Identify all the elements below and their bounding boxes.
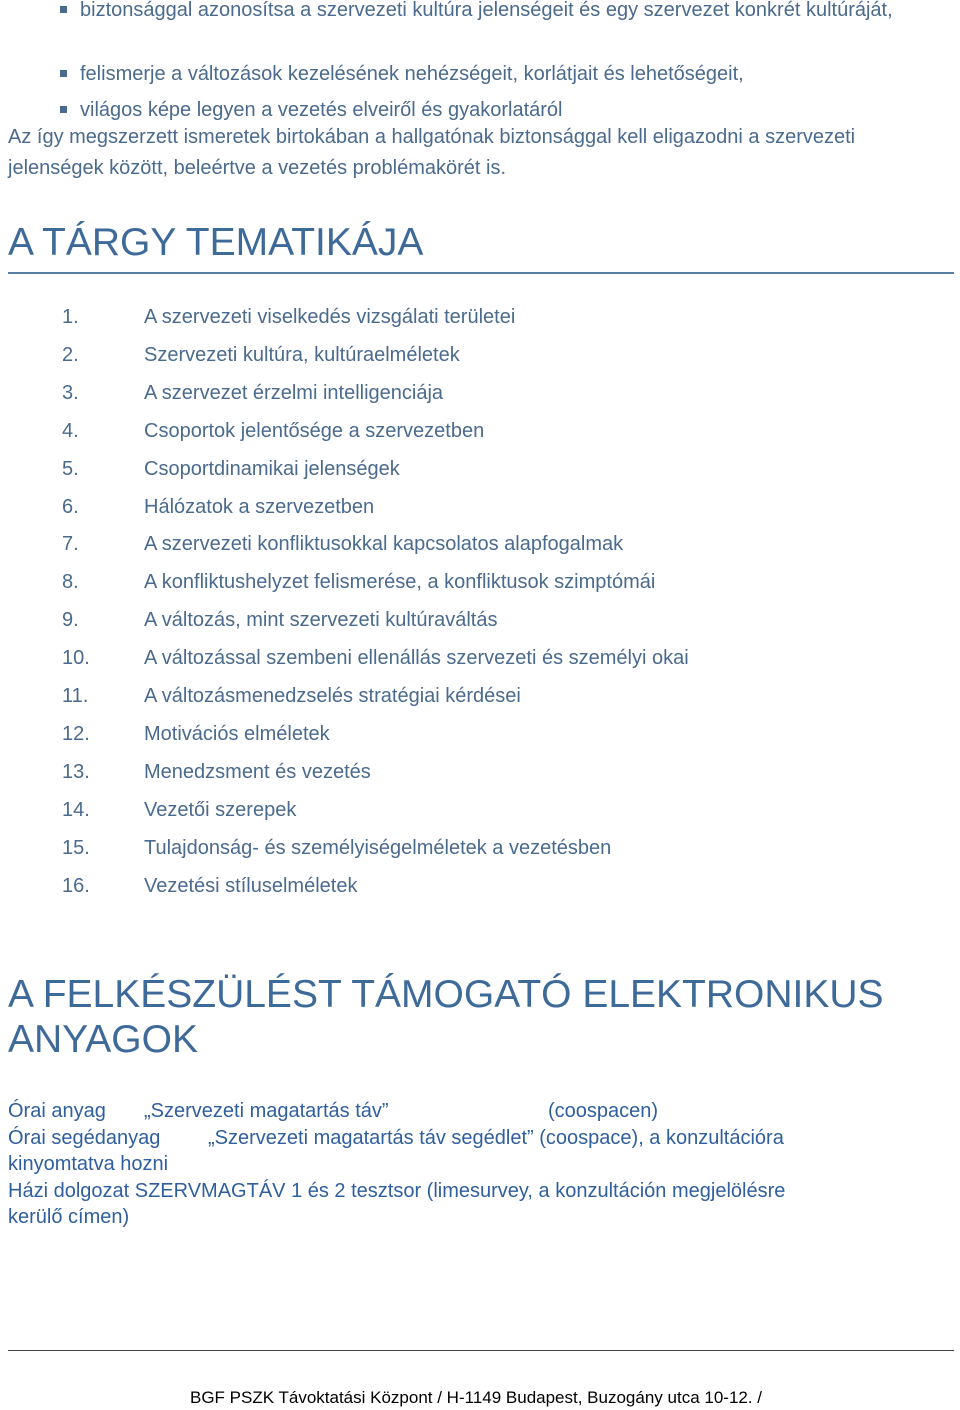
list-item xyxy=(0,791,960,829)
list-item xyxy=(0,488,960,526)
list-item xyxy=(0,677,960,715)
item-number: 9. xyxy=(62,609,79,632)
item-number: 14. xyxy=(62,798,90,821)
heading-underline xyxy=(8,272,954,274)
bullet-item xyxy=(60,60,950,89)
item-label: A szervezeti konfliktusokkal kapcsolatos alapfogalmak xyxy=(144,533,624,556)
list-item xyxy=(0,829,960,867)
item-number: 4. xyxy=(62,419,79,442)
item-label: A konfliktushelyzet felismerése, a konfliktusok szimptómái xyxy=(144,571,656,594)
list-item xyxy=(0,715,960,753)
item-label: Szervezeti kultúra, kultúraelméletek xyxy=(144,343,460,366)
item-label: Vezetési stíluselméletek xyxy=(144,874,358,897)
list-item xyxy=(0,753,960,791)
item-number: 8. xyxy=(62,571,79,594)
list-item xyxy=(0,867,960,905)
list-item xyxy=(0,412,960,450)
materials-block xyxy=(8,1098,928,1231)
item-number: 3. xyxy=(62,381,79,404)
square-bullet-icon xyxy=(60,70,67,77)
material-line xyxy=(8,1151,928,1178)
material-title: „Szervezeti magatartás táv segédlet” (coospace), a konzultációra xyxy=(208,1126,784,1149)
footer-divider xyxy=(8,1350,954,1351)
item-number: 16. xyxy=(62,874,90,897)
material-line xyxy=(8,1204,928,1231)
item-label: Vezetői szerepek xyxy=(144,798,297,821)
material-text: kerülő címen) xyxy=(8,1206,130,1228)
item-label: A változásmenedzselés stratégiai kérdései xyxy=(144,685,521,707)
item-number: 7. xyxy=(62,533,79,556)
item-number: 15. xyxy=(62,836,90,859)
item-label: A szervezeti viselkedés vizsgálati területei xyxy=(144,306,516,328)
item-label: Hálózatok a szervezetben xyxy=(144,495,375,518)
bullet-item xyxy=(60,0,950,25)
material-type: Órai anyag xyxy=(8,1100,106,1122)
material-text: kinyomtatva hozni xyxy=(8,1153,169,1175)
bullet-text: világos képe legyen a vezetés elveiről és gyakorlatáról xyxy=(80,99,563,121)
bullet-text: felismerje a változások kezelésének nehézségeit, korlátjait és lehetőségeit, xyxy=(80,63,744,85)
material-line xyxy=(8,1125,928,1152)
heading-line: A FELKÉSZÜLÉST TÁMOGATÓ ELEKTRONIKUS xyxy=(8,973,884,1016)
list-item xyxy=(0,525,960,563)
list-item xyxy=(0,450,960,488)
material-line xyxy=(8,1178,928,1205)
item-label: Menedzsment és vezetés xyxy=(144,760,371,783)
item-label: A szervezet érzelmi intelligenciája xyxy=(144,381,444,404)
item-label: Csoportdinamikai jelenségek xyxy=(144,457,400,480)
item-number: 10. xyxy=(62,647,90,670)
intro-paragraph: Az így megszerzett ismeretek birtokában a hallgatónak biztonsággal kell eligazodni a szervezeti jelenségek között, beleértve a vezetés problémakörét is. xyxy=(8,126,856,179)
item-label: Csoportok jelentősége a szervezetben xyxy=(144,419,485,442)
item-number: 5. xyxy=(62,457,79,480)
item-number: 6. xyxy=(62,495,79,518)
page-footer: BGF PSZK Távoktatási Központ / H-1149 Budapest, Buzogány utca 10-12. / xyxy=(190,1388,763,1407)
material-type: Órai segédanyag xyxy=(8,1126,161,1149)
section-heading-anyagok xyxy=(8,972,948,1062)
list-item xyxy=(0,336,960,374)
list-item xyxy=(0,298,960,336)
list-item xyxy=(0,601,960,639)
material-title: „Szervezeti magatartás táv” xyxy=(144,1100,389,1122)
item-number: 2. xyxy=(62,343,79,366)
item-number: 13. xyxy=(62,760,90,783)
square-bullet-icon xyxy=(60,106,67,113)
item-number: 11. xyxy=(62,685,89,707)
item-label: A változás, mint szervezeti kultúraváltás xyxy=(144,609,498,632)
item-number: 1. xyxy=(62,306,79,328)
item-number: 12. xyxy=(62,722,90,745)
section-heading-tematika: A TÁRGY TEMATIKÁJA xyxy=(8,221,424,264)
item-label: A változással szembeni ellenállás szervezeti és személyi okai xyxy=(144,647,689,670)
list-item xyxy=(0,563,960,601)
list-item xyxy=(0,639,960,677)
square-bullet-icon xyxy=(60,6,67,13)
material-source: (coospacen) xyxy=(548,1100,659,1122)
item-label: Motivációs elméletek xyxy=(144,722,330,745)
list-item xyxy=(0,374,960,412)
bullet-text: biztonsággal azonosítsa a szervezeti kultúra jelenségeit és egy szervezet konkrét kultúráját, xyxy=(80,0,893,21)
material-text: Házi dolgozat SZERVMAGTÁV 1 és 2 tesztsor (limesurvey, a konzultáción megjelölésre xyxy=(8,1179,786,1202)
material-line xyxy=(8,1098,928,1125)
heading-line: ANYAGOK xyxy=(8,1018,198,1061)
item-label: Tulajdonság- és személyiségelméletek a vezetésben xyxy=(144,836,612,859)
bullet-item xyxy=(60,96,950,125)
